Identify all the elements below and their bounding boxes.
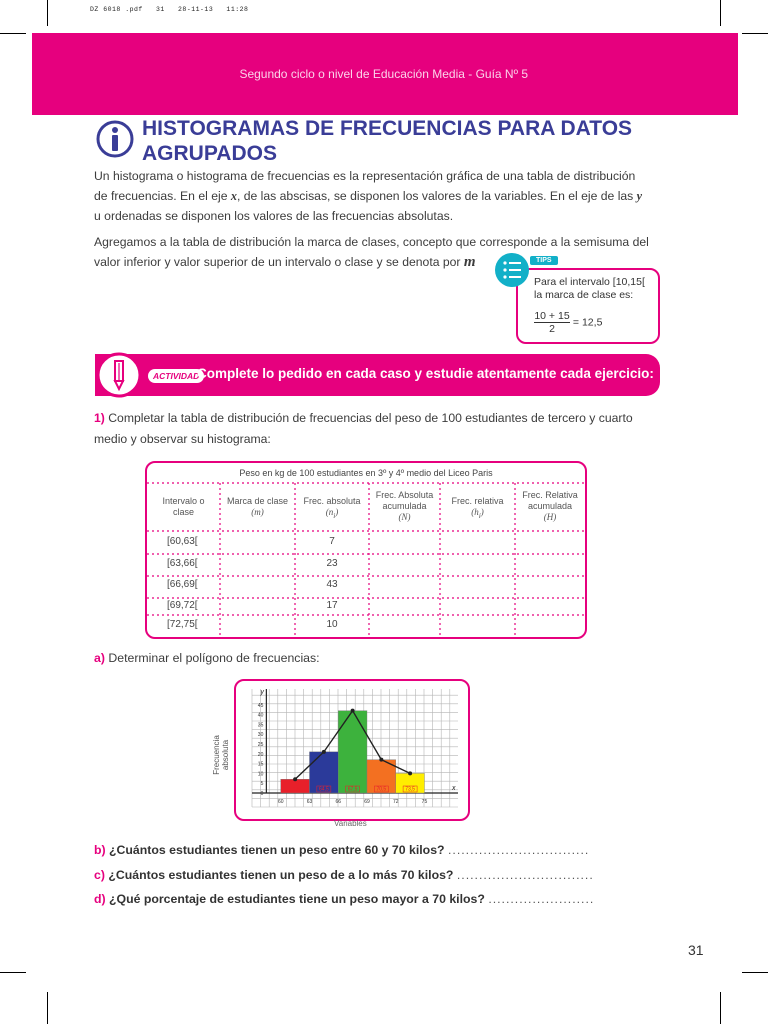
- q1-text-line1: Completar la tabla de distribución de frecuencias del peso de 100 estudiantes de tercero y cuarto: [108, 411, 633, 425]
- table-caption: Peso en kg de 100 estudiantes en 3º y 4º medio del Liceo Paris: [239, 468, 493, 478]
- class-mark-label: 67,5: [347, 786, 358, 793]
- row-interval: [60,63[: [167, 536, 198, 547]
- x-tick-label: 72: [392, 799, 399, 805]
- para1-line2-b: , de las abscisas, se disponen los valores de la variables. En el eje de las: [236, 189, 637, 203]
- header-abs-freq-l2: [295, 507, 369, 521]
- qd-text: ¿Qué porcentaje de estudiantes tiene un peso mayor a 70 kilos?: [109, 892, 485, 906]
- x-tick-label: 75: [421, 799, 428, 805]
- header-rel-freq: [440, 496, 515, 521]
- crop-mark: [720, 0, 721, 26]
- crop-mark: [47, 0, 48, 26]
- y-tick-label: 45: [257, 702, 264, 709]
- header-class-mark-l2: (m): [251, 507, 264, 517]
- header-rel-freq-l2: [440, 507, 515, 521]
- page-number: 31: [688, 942, 704, 958]
- row-interval: [69,72[: [167, 600, 198, 611]
- row-freq: 23: [326, 558, 338, 569]
- class-mark-label: 61,5: [290, 786, 300, 793]
- para2-line1: Agregamos a la tabla de distribución la marca de clases, concepto que corresponde a la semisuma del: [94, 235, 649, 249]
- qd-letter: d): [94, 892, 106, 906]
- polygon-point: [322, 750, 326, 754]
- qd-dots: ........................: [488, 892, 595, 906]
- para1-line1: Un histograma o histograma de frecuencias es la representación gráfica de una tabla de distribución: [94, 169, 636, 183]
- row-interval: [63,66[: [167, 558, 198, 569]
- y-tick-label: 10: [257, 771, 264, 778]
- crop-mark: [47, 992, 48, 1024]
- crop-mark: [742, 972, 768, 973]
- header-rel-freq-l1: Frec. relativa: [451, 496, 504, 506]
- fraction-denominator: 2: [549, 323, 555, 335]
- para1-line2: [94, 186, 654, 206]
- chart-svg: [236, 681, 468, 819]
- header-class-mark: [220, 496, 295, 518]
- polygon-point: [351, 709, 355, 713]
- header-cum-rel-l1: Frec. Relativa: [522, 490, 578, 500]
- m-symbol: m: [463, 254, 476, 270]
- polygon-point: [408, 771, 412, 775]
- row-interval: [72,75[: [167, 619, 198, 630]
- histogram-chart: [234, 679, 470, 821]
- header-rel-freq-symbol: (h: [471, 507, 479, 517]
- y-symbol: y: [636, 189, 643, 203]
- header-interval: [147, 496, 220, 518]
- qa-letter: a): [94, 651, 105, 665]
- y-tick-label: 20: [257, 751, 264, 758]
- fraction-result: = 12,5: [572, 316, 603, 329]
- q1-line2: medio y observar su histograma:: [94, 432, 271, 446]
- header-cum-rel-freq: [515, 490, 585, 523]
- crop-mark: [0, 972, 26, 973]
- crop-mark: [720, 992, 721, 1024]
- header-interval-l1: Intervalo o: [162, 496, 205, 506]
- crop-mark: [742, 33, 768, 34]
- list-icon: [494, 252, 530, 288]
- y-axis-letter: y: [260, 689, 264, 696]
- header-abs-freq: [295, 496, 369, 521]
- header-cum-rel-l2: acumulada: [527, 501, 573, 511]
- qc-text: ¿Cuántos estudiantes tienen un peso de a lo más 70 kilos?: [108, 868, 454, 882]
- qb-letter: b): [94, 843, 106, 857]
- frequency-table: [145, 461, 587, 639]
- header-interval-l2: clase: [172, 507, 194, 517]
- class-mark-label: 70,5: [376, 786, 387, 793]
- header-abs-freq-sub: i: [333, 510, 336, 520]
- q1-number: 1): [94, 411, 105, 425]
- question-d: [94, 892, 664, 906]
- header-cum-abs-l2: acumulada: [382, 501, 427, 511]
- histogram-bar: [338, 711, 367, 793]
- class-mark-label: 64,5: [318, 786, 329, 793]
- chart-ylabel: [204, 728, 238, 778]
- x-tick-label: 60: [277, 799, 284, 805]
- y-tick-label: 30: [257, 732, 264, 739]
- row-freq: 7: [329, 536, 335, 547]
- ylabel-line1: Frecuencia: [212, 735, 221, 775]
- y-tick-label: 5: [260, 781, 264, 788]
- qc-letter: c): [94, 868, 105, 882]
- print-info: DZ 6018 .pdf 31 28-11-13 11:28: [90, 6, 249, 13]
- header-cum-abs-freq: [369, 490, 440, 523]
- polygon-point: [379, 758, 383, 762]
- row-freq: 43: [326, 579, 338, 590]
- title-line-2: AGRUPADOS: [142, 142, 277, 165]
- class-mark-paragraph: [94, 232, 654, 272]
- fraction-numerator: 10 + 15: [534, 310, 570, 322]
- para1-line2-a: de frecuencias. En el eje: [94, 189, 231, 203]
- x-axis-letter: x: [452, 785, 456, 792]
- activity-text: Complete lo pedido en cada caso y estudie atentamente cada ejercicio:: [197, 366, 654, 381]
- header-banner: [32, 33, 738, 115]
- tips-line1: Para el intervalo [10,15[: [534, 276, 645, 288]
- qa-text: Determinar el polígono de frecuencias:: [108, 651, 320, 665]
- x-tick-label: 66: [335, 799, 342, 805]
- section-title: [142, 116, 662, 166]
- tips-text: [534, 276, 645, 302]
- tips-line2: la marca de clase es:: [534, 289, 634, 301]
- question-1: [94, 408, 664, 450]
- tips-fraction: [534, 310, 602, 335]
- x-tick-label: 63: [306, 799, 313, 805]
- row-freq: 10: [326, 619, 338, 630]
- y-tick-label: 40: [257, 712, 264, 719]
- y-tick-label: 15: [257, 761, 264, 768]
- header-class-mark-l1: Marca de clase: [226, 496, 289, 506]
- y-tick-label: 35: [257, 722, 264, 729]
- tips-label: TIPS: [530, 256, 558, 265]
- qc-dots: ...............................: [456, 868, 594, 882]
- activity-badge: ACTIVIDAD: [148, 369, 204, 383]
- header-abs-freq-symbol: (n: [325, 507, 334, 517]
- polygon-point: [293, 777, 297, 781]
- class-mark-label: 73,5: [405, 786, 415, 793]
- qb-text: ¿Cuántos estudiantes tienen un peso entre 60 y 70 kilos?: [109, 843, 445, 857]
- pencil-icon: [96, 352, 142, 398]
- banner-text: Segundo ciclo o nivel de Educación Media - Guía Nº 5: [239, 67, 528, 81]
- header-rel-freq-close: ): [480, 507, 484, 517]
- title-line-1: HISTOGRAMAS DE FRECUENCIAS PARA DATOS: [142, 117, 633, 140]
- row-freq: 17: [326, 600, 338, 611]
- para2-line2-text: valor inferior y valor superior de un intervalo o clase y se denota por: [94, 255, 464, 269]
- chart-xlabel: Variables: [334, 819, 367, 828]
- row-interval: [66,69[: [167, 579, 198, 590]
- crop-mark: [0, 33, 26, 34]
- header-cum-abs-l3: (N): [398, 512, 411, 522]
- qb-dots: ................................: [447, 843, 590, 857]
- para1-line3: u ordenadas se disponen los valores de las frecuencias absolutas.: [94, 209, 454, 223]
- ylabel-line2: absoluta: [221, 739, 230, 771]
- info-icon: [96, 120, 134, 158]
- origin-label: 0: [260, 791, 264, 797]
- question-b: [94, 843, 664, 857]
- header-abs-freq-l1: Frec. absoluta: [303, 496, 361, 506]
- x-symbol: x: [230, 189, 237, 203]
- header-cum-rel-l3: (H): [543, 512, 557, 522]
- y-tick-label: 25: [257, 742, 264, 748]
- q1-line1: [94, 408, 664, 429]
- question-a: [94, 651, 664, 665]
- header-rel-freq-sub: i: [478, 510, 481, 520]
- header-cum-abs-l1: Frec. Absoluta: [375, 490, 434, 500]
- header-abs-freq-close: ): [335, 507, 339, 517]
- question-c: [94, 868, 664, 882]
- intro-paragraph: [94, 166, 654, 226]
- x-tick-label: 69: [364, 799, 370, 805]
